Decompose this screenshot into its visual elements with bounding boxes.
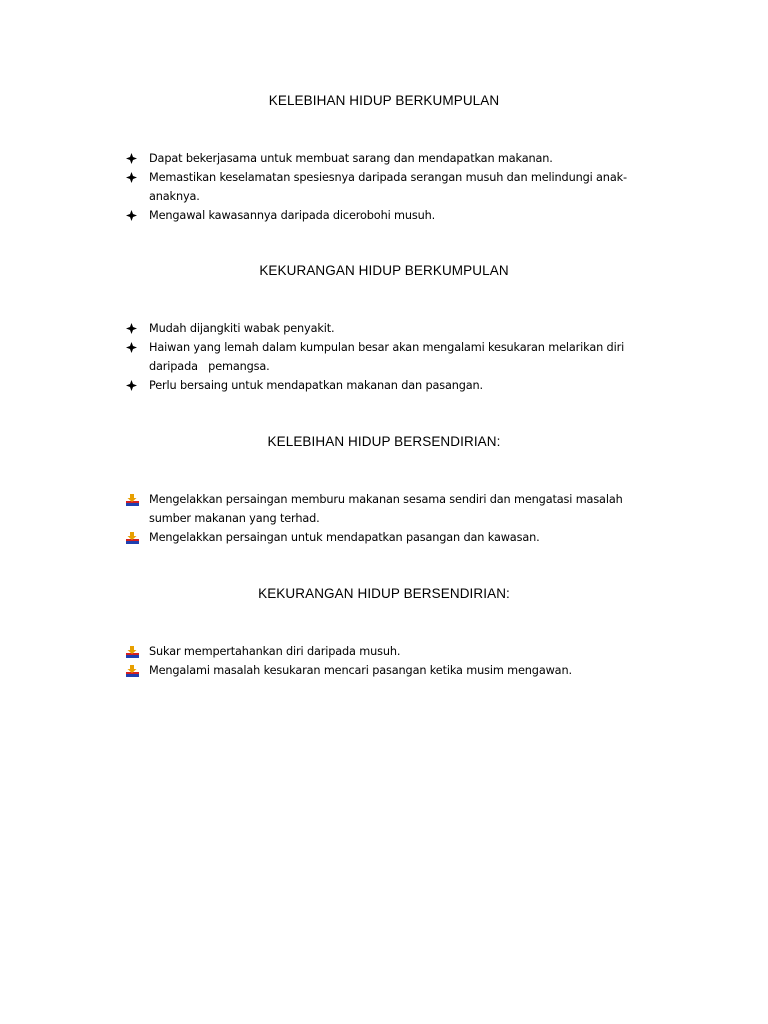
list-item <box>125 338 665 376</box>
bullet-list-kekurangan-berkumpulan <box>125 319 665 395</box>
section-kekurangan-berkumpulan <box>0 263 768 279</box>
list-item-text: Dapat bekerjasama untuk membuat sarang dan mendapatkan makanan. <box>149 152 553 165</box>
arrow-bullet-icon <box>125 661 141 680</box>
section-heading: KELEBIHAN HIDUP BERSENDIRIAN: <box>267 434 501 449</box>
list-item <box>125 149 665 168</box>
bullet-list-kekurangan-bersendirian <box>125 642 665 680</box>
section-kekurangan-bersendirian <box>0 586 768 602</box>
diamond-bullet-icon <box>125 338 141 357</box>
arrow-bullet-icon <box>125 490 141 509</box>
diamond-bullet-icon <box>125 168 141 187</box>
section-kelebihan-bersendirian <box>0 434 768 450</box>
list-item <box>125 319 665 338</box>
list-item-text: Mengelakkan persaingan untuk mendapatkan pasangan dan kawasan. <box>149 531 540 544</box>
list-item-text: Sukar mempertahankan diri daripada musuh. <box>149 645 401 658</box>
list-item <box>125 168 665 206</box>
list-item-text: Mudah dijangkiti wabak penyakit. <box>149 322 335 335</box>
list-item-text: Mengelakkan persaingan memburu makanan sesama sendiri dan mengatasi masalah sumber makanan yang terhad. <box>149 493 623 525</box>
arrow-bullet-icon <box>125 642 141 661</box>
list-item-text: Mengawal kawasannya daripada dicerobohi musuh. <box>149 209 436 222</box>
list-item-text: Perlu bersaing untuk mendapatkan makanan dan pasangan. <box>149 379 483 392</box>
list-item <box>125 642 665 661</box>
list-item <box>125 490 665 528</box>
list-item-text: Mengalami masalah kesukaran mencari pasangan ketika musim mengawan. <box>149 664 572 677</box>
list-item-text: Haiwan yang lemah dalam kumpulan besar akan mengalami kesukaran melarikan diri daripada pemangsa. <box>149 341 628 373</box>
diamond-bullet-icon <box>125 376 141 395</box>
section-heading: KEKURANGAN HIDUP BERSENDIRIAN: <box>258 586 510 601</box>
bullet-list-kelebihan-berkumpulan <box>125 149 665 225</box>
section-kelebihan-berkumpulan <box>0 93 768 109</box>
list-item <box>125 376 665 395</box>
arrow-bullet-icon <box>125 528 141 547</box>
bullet-list-kelebihan-bersendirian <box>125 490 665 547</box>
diamond-bullet-icon <box>125 319 141 338</box>
list-item-text: Memastikan keselamatan spesiesnya daripada serangan musuh dan melindungi anak-anaknya. <box>149 171 627 203</box>
diamond-bullet-icon <box>125 149 141 168</box>
section-heading: KELEBIHAN HIDUP BERKUMPULAN <box>268 93 500 108</box>
diamond-bullet-icon <box>125 206 141 225</box>
list-item <box>125 661 665 680</box>
list-item <box>125 528 665 547</box>
list-item <box>125 206 665 225</box>
section-heading: KEKURANGAN HIDUP BERKUMPULAN <box>259 263 509 278</box>
